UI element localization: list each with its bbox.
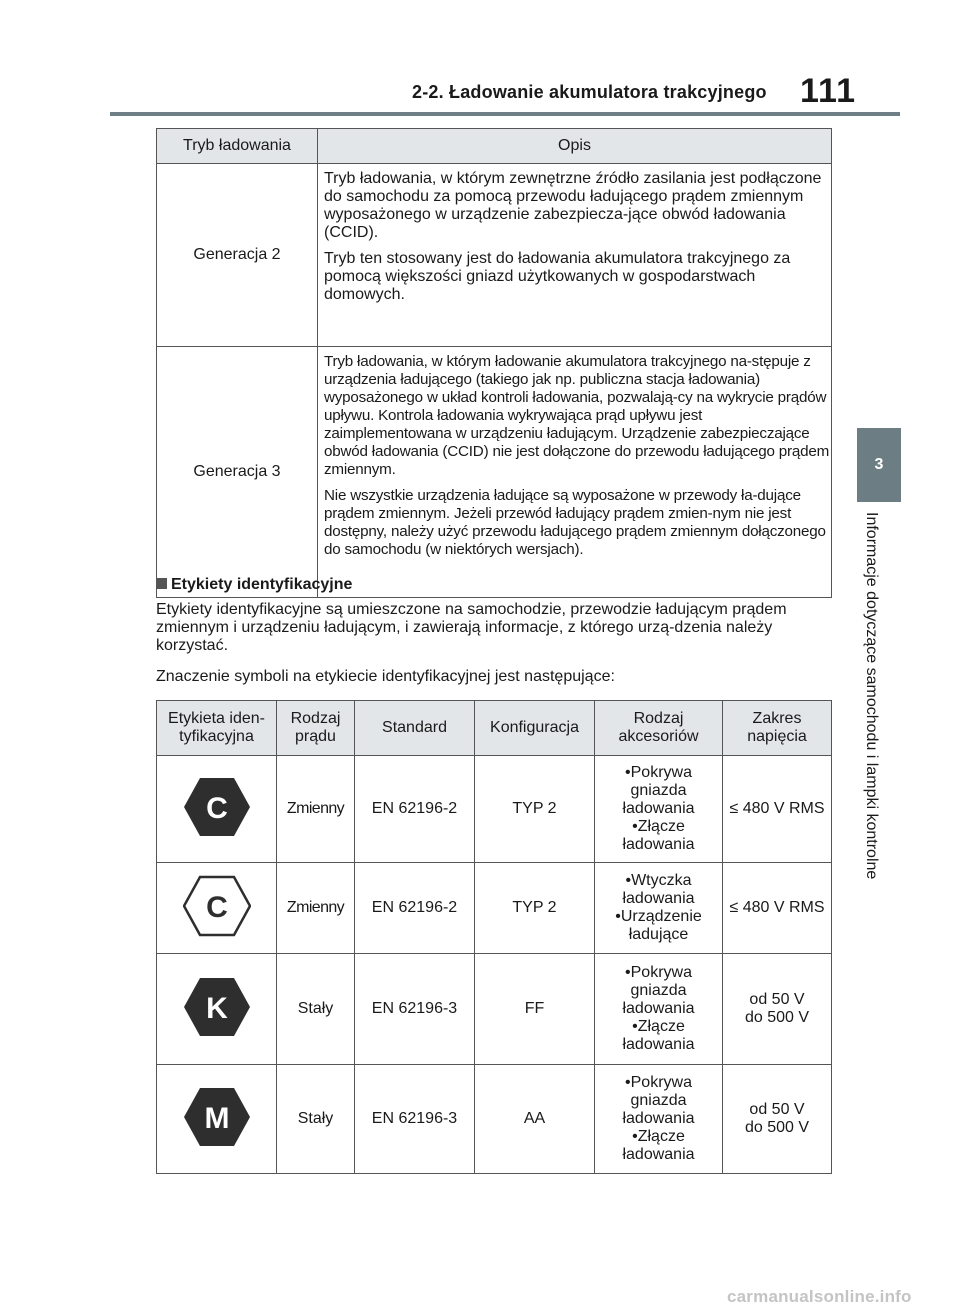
table-row [157,863,832,954]
hexagon-label-c-outline-icon [183,875,251,937]
voltage-range: od 50 V do 500 V [723,1065,832,1174]
mode-name: Generacja 2 [157,164,318,347]
accessory-line: gniazda [630,982,687,999]
table-row [157,954,832,1065]
table-header-row [157,701,832,756]
accessories [595,756,723,863]
hexagon-letter: C [205,791,228,825]
accessory-line: •Złącze [632,1018,685,1035]
page-header-title: 2-2. Ładowanie akumulatora trakcyjnego [412,82,767,102]
label-cell [157,1065,277,1174]
hexagon-letter: M [204,1101,229,1135]
label-cell [157,863,277,954]
column-header: Tryb ładowania [157,129,318,164]
chapter-tab [857,428,901,502]
voltage-range: od 50 V do 500 V [723,954,832,1065]
description-paragraph: Tryb ładowania, w którym zewnętrzne źródło zasilania jest podłączone do samochodu za pomocą przewodu ładującego prądem zmiennym wyposażonego w urządzenie zabezpiecza-jące obwód ładowania (CCID). [324,170,822,241]
section-intro-paragraph-2: Znaczenie symboli na etykiecie identyfikacyjnej jest następujące: [156,668,615,685]
accessory-line: ładowania [622,800,695,817]
table-row [157,756,832,863]
mode-name: Generacja 3 [157,347,318,598]
current-type: Stały [277,954,355,1065]
accessory-line: ładowania [622,890,695,907]
column-header: Opis [318,129,832,164]
accessory-line: ładowania [622,1000,695,1017]
table-row [157,1065,832,1174]
table-row [157,347,832,598]
accessory-line: ładowania [622,1146,695,1163]
configuration: TYP 2 [475,756,595,863]
current-type: Stały [277,1065,355,1174]
table-header-row [157,129,832,164]
column-header: Zakres napięcia [723,701,832,756]
hexagon-label-c-filled-icon [183,776,251,838]
voltage-range: ≤ 480 V RMS [723,863,832,954]
column-header: Rodzaj prądu [277,701,355,756]
section-heading [156,576,352,594]
mode-description [318,164,832,347]
table-row [157,164,832,347]
mode-description [318,347,832,598]
description-paragraph: Tryb ładowania, w którym ładowanie akumulatora trakcyjnego na-stępuje z urządzenia ładującego (takiego jak np. publiczna stacja ładowania) wyposażonego w układ kontroli ładowania, pozwalają-cy na wykrycie prądów upływu. Kontrola ładowania wykrywająca prąd upływu jest zaimplementowana w urządzeniu ładującym. Urządzenie zabezpieczające obwód ładowania (CCID) nie jest dołączone do przewodu ładującego prądem zmiennym. [324,353,830,478]
identification-labels-table [156,700,832,1174]
hexagon-letter: K [205,991,228,1025]
accessories [595,1065,723,1174]
label-cell [157,756,277,863]
accessories [595,863,723,954]
accessory-line: •Pokrywa [625,764,692,781]
page-number: 111 [800,72,856,110]
chapter-side-label: Informacje dotyczące samochodu i lampki kontrolne [863,512,880,880]
hexagon-label-k-filled-icon [183,976,251,1038]
accessories [595,954,723,1065]
accessory-line: •Złącze [632,818,685,835]
standard: EN 62196-2 [355,863,475,954]
section-intro-paragraph: Etykiety identyfikacyjne są umieszczone na samochodzie, przewodzie ładującym prądem zmiennym i urządzeniu ładującym, i zawierają informacje, z którego urzą-dzenia należy korzystać. [156,601,787,654]
accessory-line: •Pokrywa [625,1074,692,1091]
description-paragraph: Tryb ten stosowany jest do ładowania akumulatora trakcyjnego za pomocą większości gniazd użytkowanych w gospodarstwach domowych. [324,250,791,303]
column-header: Etykieta iden-tyfikacyjna [157,701,277,756]
configuration: TYP 2 [475,863,595,954]
section-heading-text: Etykiety identyfikacyjne [171,576,353,593]
accessory-line: •Pokrywa [625,964,692,981]
hexagon-label-m-filled-icon [183,1086,251,1148]
current-type: Zmienny [277,863,355,954]
accessory-line: gniazda [630,1092,687,1109]
configuration: AA [475,1065,595,1174]
accessory-line: ładowania [622,1036,695,1053]
accessory-line: ładujące [628,926,689,943]
hexagon-letter: C [205,890,228,924]
accessory-line: gniazda [630,782,687,799]
accessory-line: •Złącze [632,1128,685,1145]
standard: EN 62196-3 [355,954,475,1065]
header-divider [110,112,900,116]
accessory-line: •Urządzenie [615,908,702,925]
description-paragraph: Nie wszystkie urządzenia ładujące są wyposażone w przewody ła-dujące prądem zmiennym. Jeżeli przewód ładujący prądem zmien-nym nie jest dostępny, należy użyć przewodu ładującego prądem zmiennym dołączonego do samochodu (w niektórych wersjach). [324,487,826,558]
configuration: FF [475,954,595,1065]
standard: EN 62196-2 [355,756,475,863]
label-cell [157,954,277,1065]
standard: EN 62196-3 [355,1065,475,1174]
watermark: carmanualsonline.info [727,1287,912,1306]
accessory-line: •Wtyczka [625,872,692,889]
column-header: Konfiguracja [475,701,595,756]
accessory-line: ładowania [622,836,695,853]
column-header: Standard [355,701,475,756]
column-header: Rodzaj akcesoriów [595,701,723,756]
accessory-line: ładowania [622,1110,695,1127]
current-type: Zmienny [277,756,355,863]
charging-modes-table [156,128,832,598]
chapter-number: 3 [874,456,884,473]
voltage-range: ≤ 480 V RMS [723,756,832,863]
square-bullet-icon [156,578,167,589]
